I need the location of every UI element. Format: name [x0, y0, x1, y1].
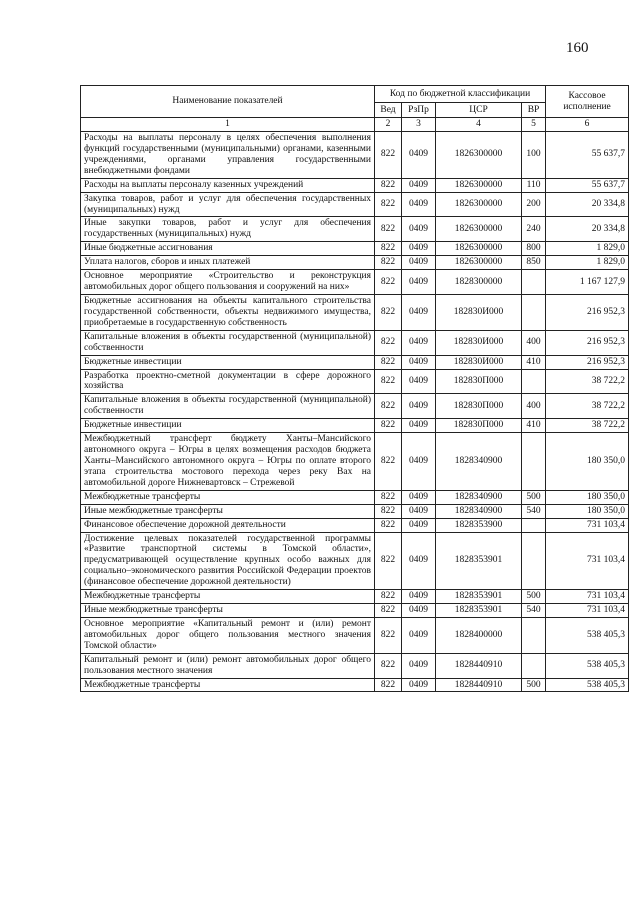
table-row [81, 270, 629, 295]
cell-vr: 500 [522, 678, 546, 692]
cell-ved: 822 [375, 330, 402, 355]
cell-name: Уплата налогов, сборов и иных платежей [81, 256, 375, 270]
page-number: 160 [566, 40, 589, 56]
cell-vr: 200 [522, 192, 546, 217]
table-row [81, 256, 629, 270]
cell-name: Межбюджетные трансферты [81, 590, 375, 604]
cell-csr: 182830И000 [436, 294, 522, 330]
cell-ved: 822 [375, 294, 402, 330]
cell-csr: 1828353901 [436, 532, 522, 590]
table-row [81, 330, 629, 355]
cell-ved: 822 [375, 532, 402, 590]
cell-amount: 1 829,0 [546, 242, 629, 256]
table-row [81, 653, 629, 678]
cell-csr: 1828440910 [436, 653, 522, 678]
cell-vr: 240 [522, 217, 546, 242]
cell-name: Иные межбюджетные трансферты [81, 604, 375, 618]
cell-name: Основное мероприятие «Капитальный ремонт и (или) ремонт автомобильных дорог общего пользования местного значения Томской области» [81, 617, 375, 653]
cell-vr [522, 617, 546, 653]
cell-vr: 500 [522, 590, 546, 604]
header-code-group: Код по бюджетной классификации [375, 86, 546, 103]
header-ved: Вед [375, 103, 402, 118]
cell-ved: 822 [375, 242, 402, 256]
cell-rzpr: 0409 [402, 178, 436, 192]
table-row [81, 217, 629, 242]
table-row [81, 394, 629, 419]
cell-rzpr: 0409 [402, 217, 436, 242]
budget-table [80, 85, 629, 692]
header-csr: ЦСР [436, 103, 522, 118]
column-number: 4 [436, 118, 522, 132]
cell-csr: 182830П000 [436, 419, 522, 433]
cell-amount: 38 722,2 [546, 369, 629, 394]
cell-csr: 1826300000 [436, 217, 522, 242]
cell-amount: 180 350,0 [546, 504, 629, 518]
cell-amount: 55 637,7 [546, 178, 629, 192]
cell-vr [522, 369, 546, 394]
cell-name: Расходы на выплаты персоналу в целях обеспечения выполнения функций государственными (муниципальными) органами, казенными учреждениями, органами управления государственными внебюджетными фондами [81, 132, 375, 179]
cell-ved: 822 [375, 178, 402, 192]
cell-vr: 850 [522, 256, 546, 270]
cell-rzpr: 0409 [402, 394, 436, 419]
cell-rzpr: 0409 [402, 617, 436, 653]
cell-rzpr: 0409 [402, 490, 436, 504]
cell-ved: 822 [375, 369, 402, 394]
cell-amount: 20 334,8 [546, 192, 629, 217]
cell-rzpr: 0409 [402, 518, 436, 532]
cell-amount: 538 405,3 [546, 617, 629, 653]
cell-amount: 20 334,8 [546, 217, 629, 242]
cell-vr [522, 532, 546, 590]
cell-name: Достижение целевых показателей государственной программы «Развитие транспортной системы в Томской области», предусматривающей осуществление крупных особо важных для социально–экономического развития Российской Федерации проектов (финансовое обеспечение дорожной деятельности) [81, 532, 375, 590]
cell-rzpr: 0409 [402, 590, 436, 604]
column-number: 3 [402, 118, 436, 132]
column-number: 5 [522, 118, 546, 132]
cell-rzpr: 0409 [402, 369, 436, 394]
cell-rzpr: 0409 [402, 192, 436, 217]
column-number: 6 [546, 118, 629, 132]
cell-vr [522, 518, 546, 532]
cell-ved: 822 [375, 192, 402, 217]
column-number: 1 [81, 118, 375, 132]
cell-rzpr: 0409 [402, 330, 436, 355]
table-row [81, 433, 629, 491]
cell-csr: 1828353900 [436, 518, 522, 532]
cell-csr: 1826300000 [436, 256, 522, 270]
cell-name: Иные бюджетные ассигнования [81, 242, 375, 256]
cell-amount: 216 952,3 [546, 294, 629, 330]
cell-name: Бюджетные ассигнования на объекты капитального строительства государственной собственности, объекты недвижимого имущества, приобретаемые в государственную собственность [81, 294, 375, 330]
cell-vr: 800 [522, 242, 546, 256]
cell-csr: 182830И000 [436, 330, 522, 355]
cell-csr: 1826300000 [436, 242, 522, 256]
cell-vr: 110 [522, 178, 546, 192]
header-rzpr: РзПр [402, 103, 436, 118]
cell-csr: 1826300000 [436, 192, 522, 217]
table-row [81, 590, 629, 604]
cell-amount: 216 952,3 [546, 355, 629, 369]
table-row [81, 178, 629, 192]
cell-vr: 410 [522, 419, 546, 433]
cell-ved: 822 [375, 490, 402, 504]
cell-ved: 822 [375, 518, 402, 532]
cell-amount: 38 722,2 [546, 394, 629, 419]
header-vr: ВР [522, 103, 546, 118]
cell-ved: 822 [375, 419, 402, 433]
table-row [81, 518, 629, 532]
cell-rzpr: 0409 [402, 678, 436, 692]
cell-rzpr: 0409 [402, 433, 436, 491]
cell-amount: 1 829,0 [546, 256, 629, 270]
cell-csr: 1828340900 [436, 490, 522, 504]
cell-vr: 540 [522, 604, 546, 618]
table-row [81, 132, 629, 179]
cell-name: Капитальные вложения в объекты государственной (муниципальной) собственности [81, 394, 375, 419]
cell-csr: 1828353901 [436, 590, 522, 604]
table-row [81, 419, 629, 433]
table-row [81, 490, 629, 504]
cell-rzpr: 0409 [402, 132, 436, 179]
cell-csr: 1828440910 [436, 678, 522, 692]
header-name: Наименование показателей [81, 86, 375, 118]
cell-csr: 1828340900 [436, 433, 522, 491]
cell-vr [522, 653, 546, 678]
cell-rzpr: 0409 [402, 532, 436, 590]
cell-amount: 731 103,4 [546, 518, 629, 532]
cell-ved: 822 [375, 504, 402, 518]
cell-ved: 822 [375, 256, 402, 270]
cell-name: Капитальные вложения в объекты государственной (муниципальной) собственности [81, 330, 375, 355]
cell-csr: 182830П000 [436, 369, 522, 394]
cell-name: Расходы на выплаты персоналу казенных учреждений [81, 178, 375, 192]
cell-ved: 822 [375, 590, 402, 604]
cell-amount: 731 103,4 [546, 532, 629, 590]
cell-ved: 822 [375, 653, 402, 678]
cell-vr: 400 [522, 330, 546, 355]
cell-amount: 1 167 127,9 [546, 270, 629, 295]
cell-vr: 400 [522, 394, 546, 419]
table-row [81, 504, 629, 518]
table-row [81, 369, 629, 394]
cell-amount: 538 405,3 [546, 678, 629, 692]
cell-name: Закупка товаров, работ и услуг для обеспечения государственных (муниципальных) нужд [81, 192, 375, 217]
cell-name: Бюджетные инвестиции [81, 419, 375, 433]
cell-csr: 1828340900 [436, 504, 522, 518]
cell-csr: 1828400000 [436, 617, 522, 653]
cell-rzpr: 0409 [402, 355, 436, 369]
table-row [81, 355, 629, 369]
table-row [81, 532, 629, 590]
cell-name: Межбюджетные трансферты [81, 678, 375, 692]
cell-vr: 540 [522, 504, 546, 518]
cell-ved: 822 [375, 433, 402, 491]
cell-vr: 500 [522, 490, 546, 504]
cell-vr: 100 [522, 132, 546, 179]
header-cash: Кассовое исполнение [546, 86, 629, 118]
cell-amount: 38 722,2 [546, 419, 629, 433]
cell-vr [522, 294, 546, 330]
cell-csr: 182830П000 [436, 394, 522, 419]
cell-name: Разработка проектно-сметной документации в сфере дорожного хозяйства [81, 369, 375, 394]
cell-name: Межбюджетный трансферт бюджету Ханты–Мансийского автономного округа – Югры в целях возмещения расходов бюджета Ханты–Мансийского автономного округа – Югры по оплате второго этапа строительства мостового перехода через реку Вах на автомобильной дороге Нижневартовск – Стрежевой [81, 433, 375, 491]
cell-name: Капитальный ремонт и (или) ремонт автомобильных дорог общего пользования местного значения [81, 653, 375, 678]
column-number: 2 [375, 118, 402, 132]
cell-rzpr: 0409 [402, 242, 436, 256]
cell-amount: 538 405,3 [546, 653, 629, 678]
cell-name: Основное мероприятие «Строительство и реконструкция автомобильных дорог общего пользования и сооружений на них» [81, 270, 375, 295]
cell-vr: 410 [522, 355, 546, 369]
cell-amount: 55 637,7 [546, 132, 629, 179]
cell-csr: 1826300000 [436, 132, 522, 179]
cell-csr: 182830И000 [436, 355, 522, 369]
cell-ved: 822 [375, 270, 402, 295]
cell-name: Финансовое обеспечение дорожной деятельности [81, 518, 375, 532]
cell-name: Иные межбюджетные трансферты [81, 504, 375, 518]
table-row [81, 294, 629, 330]
cell-name: Бюджетные инвестиции [81, 355, 375, 369]
cell-rzpr: 0409 [402, 294, 436, 330]
cell-csr: 1826300000 [436, 178, 522, 192]
cell-amount: 731 103,4 [546, 590, 629, 604]
cell-ved: 822 [375, 617, 402, 653]
table-row [81, 192, 629, 217]
cell-amount: 731 103,4 [546, 604, 629, 618]
cell-ved: 822 [375, 132, 402, 179]
cell-csr: 1828300000 [436, 270, 522, 295]
table-row [81, 604, 629, 618]
table-row [81, 617, 629, 653]
cell-rzpr: 0409 [402, 419, 436, 433]
column-number-row [81, 118, 629, 132]
cell-rzpr: 0409 [402, 504, 436, 518]
cell-ved: 822 [375, 355, 402, 369]
cell-rzpr: 0409 [402, 270, 436, 295]
cell-amount: 180 350,0 [546, 433, 629, 491]
cell-vr [522, 270, 546, 295]
cell-amount: 216 952,3 [546, 330, 629, 355]
table-row [81, 242, 629, 256]
cell-amount: 180 350,0 [546, 490, 629, 504]
cell-csr: 1828353901 [436, 604, 522, 618]
cell-vr [522, 433, 546, 491]
cell-ved: 822 [375, 604, 402, 618]
table-row [81, 678, 629, 692]
cell-ved: 822 [375, 394, 402, 419]
cell-name: Межбюджетные трансферты [81, 490, 375, 504]
cell-rzpr: 0409 [402, 256, 436, 270]
cell-ved: 822 [375, 217, 402, 242]
cell-ved: 822 [375, 678, 402, 692]
cell-rzpr: 0409 [402, 604, 436, 618]
cell-name: Иные закупки товаров, работ и услуг для обеспечения государственных (муниципальных) нужд [81, 217, 375, 242]
cell-rzpr: 0409 [402, 653, 436, 678]
